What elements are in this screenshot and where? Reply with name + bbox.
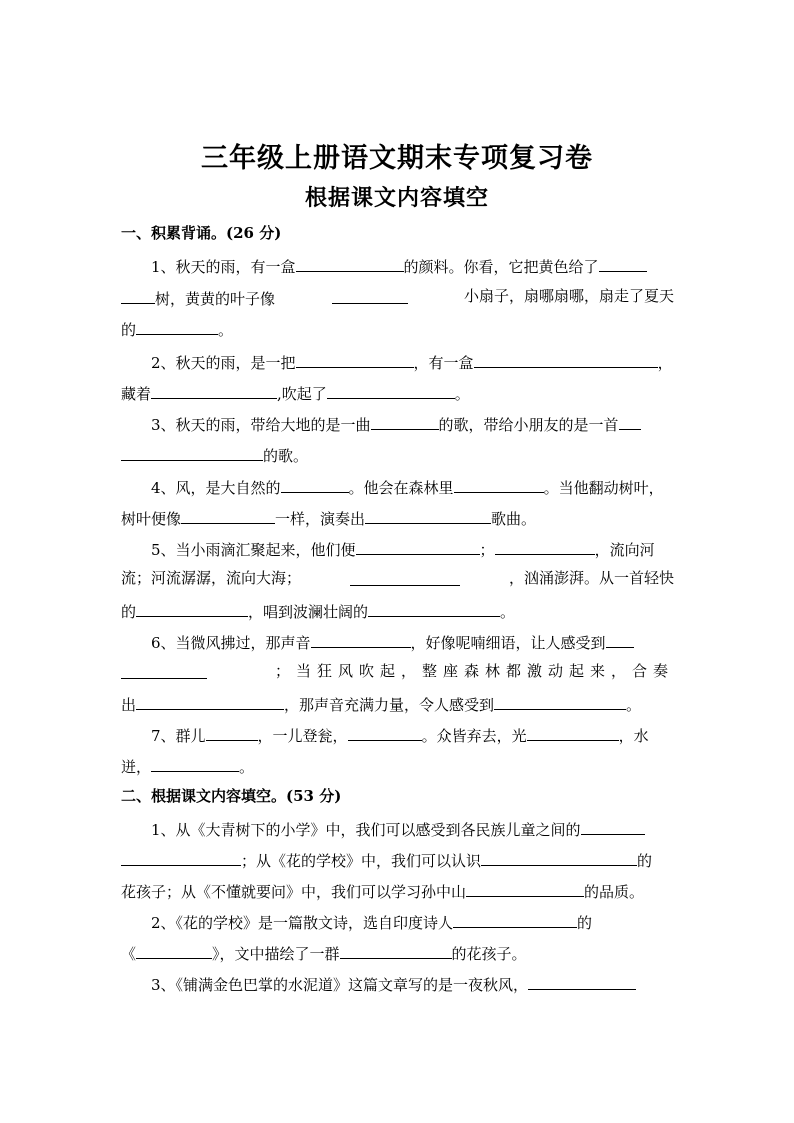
q7-text-f: 。 <box>239 758 255 776</box>
q5-text-f: 的 <box>121 603 137 621</box>
q3-blank-2-cont[interactable] <box>121 443 263 461</box>
q4-text-e: 一样，演奏出 <box>275 510 366 528</box>
q6-blank-4[interactable] <box>494 692 626 710</box>
q7-text-c: 。众皆弃去，光 <box>421 727 527 745</box>
s2q2-text-e: 的花孩子。 <box>451 945 527 963</box>
q1-line-3 <box>121 317 674 339</box>
q4-text-d: 树叶便像 <box>121 510 182 528</box>
worksheet-subtitle: 根据课文内容填空 <box>304 185 489 211</box>
q1-blank-4[interactable] <box>136 317 218 335</box>
q4-text-a: 4、风，是大自然的 <box>151 479 281 497</box>
s2q1-text-e: 的品质。 <box>584 883 645 901</box>
q1-text-e: 的 <box>121 321 137 339</box>
s2q1-text-b: ；从《花的学校》中，我们可以认识 <box>241 852 482 870</box>
q5-line-2 <box>121 568 674 590</box>
q6-blank-3[interactable] <box>136 692 284 710</box>
s2q1-text-c: 的 <box>637 852 653 870</box>
q5-line-1 <box>151 537 674 559</box>
s2q2-text-a: 2、《花的学校》是一篇散文诗，选自印度诗人 <box>151 914 454 932</box>
q3-text-b: 的歌，带给小朋友的是一首 <box>438 416 619 434</box>
q2-text-d: 藏着 <box>121 385 152 403</box>
q2-text-a: 2、秋天的雨，是一把 <box>151 354 296 372</box>
q6-blank-2[interactable] <box>606 630 634 648</box>
q2-blank-1[interactable] <box>296 350 414 368</box>
s2q2-line-1 <box>151 910 674 932</box>
s2q1-text-d: 花孩子；从《不懂就要问》中，我们可以学习孙中山 <box>121 883 467 901</box>
q5-blank-3[interactable] <box>350 568 460 586</box>
q7-line-1 <box>151 723 674 745</box>
q6-text-f: 。 <box>626 696 642 714</box>
s2q3-line-1 <box>151 972 674 994</box>
q4-text-b: 。他会在森林里 <box>348 479 454 497</box>
q2-text-c: ， <box>657 354 673 372</box>
q5-blank-2[interactable] <box>495 537 595 555</box>
q7-blank-1[interactable] <box>206 723 258 741</box>
q7-blank-4[interactable] <box>151 754 239 772</box>
q3-line-1 <box>151 412 674 434</box>
q2-blank-2[interactable] <box>474 350 658 368</box>
q4-line-2 <box>121 506 674 528</box>
q7-blank-2[interactable] <box>348 723 422 741</box>
q4-line-1 <box>151 475 674 497</box>
q3-blank-1[interactable] <box>371 412 439 430</box>
q1-blank-1[interactable] <box>296 254 404 272</box>
q6-line-2 <box>121 661 674 683</box>
q1-line-1 <box>151 254 674 276</box>
q6-line-1 <box>151 630 674 652</box>
q4-text-f: 歌曲。 <box>491 510 537 528</box>
q7-text-a: 7、群儿 <box>151 727 206 745</box>
q1-line-2 <box>121 286 674 308</box>
s2q1-text-a: 1、从《大青树下的小学》中，我们可以感受到各民族儿童之间的 <box>151 821 581 839</box>
q1-text-c: 树，黄黄的叶子像 <box>155 290 276 308</box>
s2q1-line-2 <box>121 848 674 870</box>
q5-line-3 <box>121 599 674 621</box>
s2q3-text-a: 3、《铺满金色巴掌的水泥道》这篇文章写的是一夜秋风， <box>151 976 529 994</box>
s2q1-line-3 <box>121 879 674 901</box>
q4-blank-1[interactable] <box>281 475 349 493</box>
q7-line-2 <box>121 754 674 776</box>
q1-text-f: 。 <box>218 321 234 339</box>
s2q2-text-b: 的 <box>577 914 593 932</box>
q2-text-b: ，有一盒 <box>413 354 474 372</box>
s2q1-line-1 <box>151 817 674 839</box>
q6-text-d: 出 <box>121 696 137 714</box>
q6-text-e: ，那声音充满力量，令人感受到 <box>284 696 495 714</box>
q5-text-c: ，流向河 <box>594 541 655 559</box>
q5-text-d: 流；河流潺潺，流向大海； <box>121 569 302 587</box>
q7-text-b: ，一儿登瓮， <box>257 727 348 745</box>
q5-text-a: 5、当小雨滴汇聚起来，他们便 <box>151 541 356 559</box>
q1-text-d: 小扇子，扇哪扇哪，扇走了夏天 <box>463 287 674 305</box>
q1-text-b: 的颜料。你看，它把黄色给了 <box>403 258 599 276</box>
s2q3-blank-1[interactable] <box>528 972 636 990</box>
q3-line-2 <box>121 443 674 465</box>
q3-text-a: 3、秋天的雨，带给大地的是一曲 <box>151 416 371 434</box>
q1-text-a: 1、秋天的雨，有一盒 <box>151 258 296 276</box>
q5-blank-5[interactable] <box>368 599 500 617</box>
q7-text-d: ，水 <box>618 727 649 745</box>
s2q2-blank-2[interactable] <box>136 941 212 959</box>
q6-text-c: ；当狂风吹起，整座森林都激动起来，合奏 <box>274 662 674 680</box>
q6-line-3 <box>121 692 674 714</box>
q2-line-2 <box>121 381 674 403</box>
q4-text-c: 。当他翻动树叶， <box>543 479 664 497</box>
q5-blank-1[interactable] <box>356 537 480 555</box>
q6-blank-2-cont[interactable] <box>121 661 207 679</box>
q1-blank-2-cont[interactable] <box>121 286 155 304</box>
s2q1-blank-1-cont[interactable] <box>121 848 241 866</box>
q5-text-h: 。 <box>500 603 516 621</box>
q7-text-e: 迸， <box>121 758 152 776</box>
q6-text-b: ，好像呢喃细语，让人感受到 <box>410 634 606 652</box>
q1-blank-2[interactable] <box>599 254 647 272</box>
q2-text-e: ,吹起了 <box>277 385 327 403</box>
q3-blank-2[interactable] <box>619 412 641 430</box>
q1-blank-3[interactable] <box>332 286 408 304</box>
s2q2-blank-3[interactable] <box>340 941 452 959</box>
q5-text-e: ，汹涌澎湃。从一首轻快 <box>508 569 674 587</box>
q6-blank-1[interactable] <box>311 630 411 648</box>
q4-blank-3[interactable] <box>181 506 275 524</box>
q3-text-c: 的歌。 <box>263 447 309 465</box>
section-2-heading: 二、根据课文内容填空。(53 分) <box>121 787 342 805</box>
s2q1-blank-2[interactable] <box>481 848 637 866</box>
s2q2-text-d: 》，文中描绘了一群 <box>212 945 340 963</box>
q2-text-f: 。 <box>454 385 470 403</box>
worksheet-title: 三年级上册语文期末专项复习卷 <box>201 143 593 174</box>
q2-blank-4[interactable] <box>327 381 455 399</box>
q2-blank-3[interactable] <box>151 381 277 399</box>
q4-blank-4[interactable] <box>365 506 491 524</box>
section-1-heading: 一、积累背诵。(26 分) <box>121 224 282 242</box>
q5-text-b: ； <box>479 541 495 559</box>
s2q2-line-2 <box>121 941 674 963</box>
q6-text-a: 6、当微风拂过，那声音 <box>151 634 311 652</box>
q4-blank-2[interactable] <box>454 475 544 493</box>
q7-blank-3[interactable] <box>527 723 619 741</box>
s2q1-blank-3[interactable] <box>466 879 584 897</box>
q5-blank-4[interactable] <box>136 599 248 617</box>
s2q2-blank-1[interactable] <box>453 910 577 928</box>
s2q2-text-c: 《 <box>121 945 137 963</box>
s2q1-blank-1[interactable] <box>581 817 645 835</box>
q5-text-g: ，唱到波澜壮阔的 <box>248 603 369 621</box>
q2-line-1 <box>151 350 674 372</box>
